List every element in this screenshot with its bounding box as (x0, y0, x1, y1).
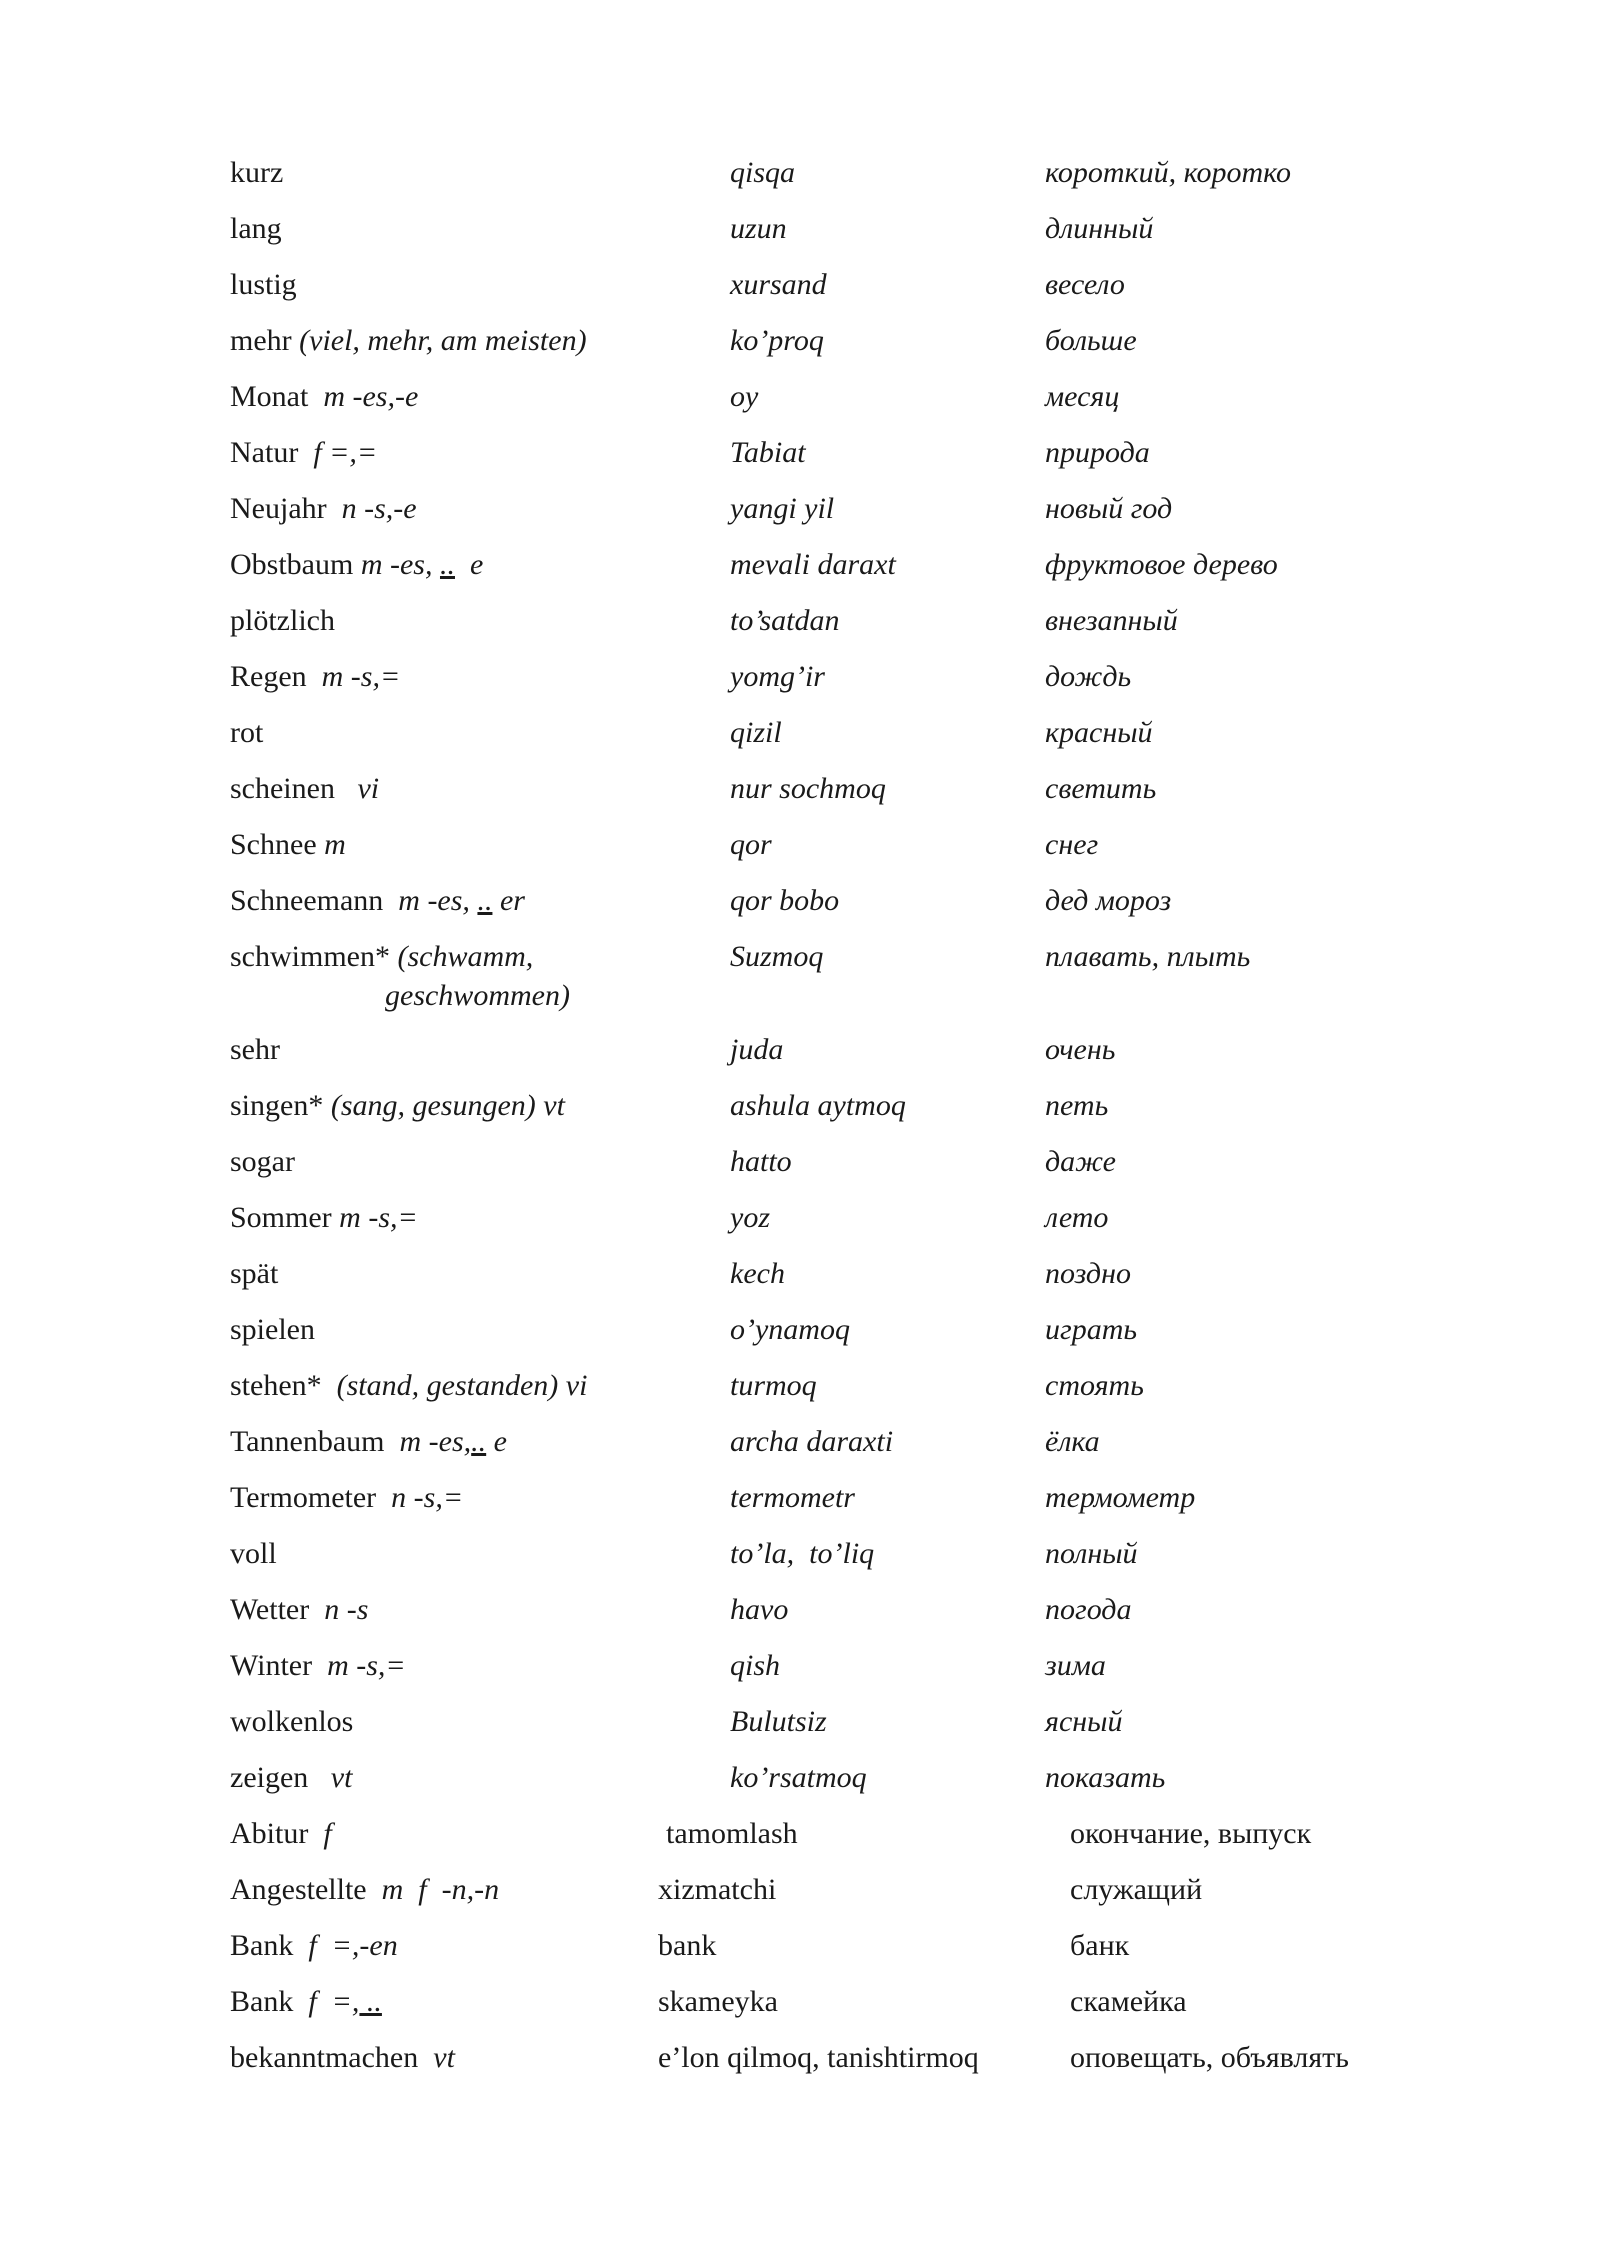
russian-translation: банк (1070, 1929, 1130, 1962)
german-term: Sommer m -s,= (230, 1201, 418, 1234)
grammar-note: n -s,-e (341, 492, 417, 525)
uzbek-translation: havo (730, 1593, 789, 1626)
german-term: scheinen vi (230, 772, 380, 805)
grammar-note-continued: geschwommen) (385, 979, 570, 1012)
uzbek-translation: e’lon qilmoq, tanishtirmoq (658, 2041, 979, 2074)
uzbek-translation: mevali daraxt (730, 548, 896, 581)
german-term: Angestellte m f -n,-n (230, 1873, 500, 1906)
russian-translation: короткий, коротко (1045, 156, 1292, 189)
vocab-row (0, 705, 1600, 761)
vocab-row (0, 1246, 1600, 1302)
german-term: Abitur f (230, 1817, 332, 1850)
uzbek-translation: bank (658, 1929, 717, 1962)
uzbek-translation: nur sochmoq (730, 772, 886, 805)
vocab-row (0, 1078, 1600, 1134)
vocab-row (0, 761, 1600, 817)
uzbek-translation: ashula aytmoq (730, 1089, 906, 1122)
german-term: lang (230, 212, 282, 245)
uzbek-translation: xursand (730, 268, 827, 301)
russian-translation: даже (1045, 1145, 1117, 1178)
german-term: Tannenbaum m -es,.. e (230, 1425, 507, 1458)
grammar-note: vt (330, 1761, 353, 1794)
german-term: Termometer n -s,= (230, 1481, 464, 1514)
russian-translation: природа (1045, 436, 1150, 469)
uzbek-translation: to’la, to’liq (730, 1537, 875, 1570)
vocab-row (0, 1918, 1600, 1974)
grammar-note: m -es, .. er (398, 884, 525, 917)
grammar-note: n -s (324, 1593, 369, 1626)
uzbek-translation: yoz (730, 1201, 770, 1234)
grammar-note: m -s,= (327, 1649, 406, 1682)
uzbek-translation: yomg’ir (730, 660, 825, 693)
russian-translation: внезапный (1045, 604, 1178, 637)
german-term: sogar (230, 1145, 295, 1178)
german-term: spielen (230, 1313, 315, 1346)
russian-translation: погода (1045, 1593, 1132, 1626)
vocab-row (0, 1582, 1600, 1638)
russian-translation: скамейка (1070, 1985, 1187, 2018)
uzbek-translation: yangi yil (730, 492, 835, 525)
grammar-note: n -s,= (391, 1481, 464, 1514)
vocab-row (0, 1638, 1600, 1694)
russian-translation: больше (1045, 324, 1137, 357)
vocab-row (0, 1134, 1600, 1190)
vocab-row (0, 1974, 1600, 2030)
uzbek-translation: kech (730, 1257, 785, 1290)
russian-translation: весело (1045, 268, 1125, 301)
uzbek-translation: hatto (730, 1145, 792, 1178)
uzbek-translation: Suzmoq (730, 940, 824, 973)
german-term: Obstbaum m -es, .. e (230, 548, 484, 581)
uzbek-translation: juda (730, 1033, 784, 1066)
german-term: lustig (230, 268, 297, 301)
grammar-note: f =,= (313, 436, 378, 469)
russian-translation: зима (1045, 1649, 1106, 1682)
vocab-row (0, 649, 1600, 705)
vocab-row (0, 593, 1600, 649)
russian-translation: лето (1045, 1201, 1109, 1234)
russian-translation: фруктовое дерево (1045, 548, 1278, 581)
german-term: Bank f =,-en (230, 1929, 398, 1962)
russian-translation: красный (1045, 716, 1153, 749)
uzbek-translation: ko’rsatmoq (730, 1761, 867, 1794)
russian-translation: показать (1045, 1761, 1166, 1794)
german-term: rot (230, 716, 264, 749)
uzbek-translation: archa daraxti (730, 1425, 894, 1458)
russian-translation: снег (1045, 828, 1099, 861)
russian-translation: окончание, выпуск (1070, 1817, 1312, 1850)
uzbek-translation: to’satdan (730, 604, 840, 637)
vocab-row (0, 257, 1600, 313)
russian-translation: оповещать, объявлять (1070, 2041, 1349, 2074)
russian-translation: петь (1045, 1089, 1109, 1122)
uzbek-translation: ko’proq (730, 324, 824, 357)
grammar-note: (sang, gesungen) vt (330, 1089, 565, 1122)
russian-translation: очень (1045, 1033, 1116, 1066)
german-term: mehr (viel, mehr, am meisten) (230, 324, 587, 357)
vocab-row (0, 1806, 1600, 1862)
uzbek-translation: termometr (730, 1481, 855, 1514)
vocab-row (0, 1694, 1600, 1750)
german-term: kurz (230, 156, 284, 189)
vocab-row (0, 481, 1600, 537)
russian-translation: дед мороз (1045, 884, 1172, 917)
german-term: zeigen vt (230, 1761, 353, 1794)
vocab-row (0, 1190, 1600, 1246)
german-term: Winter m -s,= (230, 1649, 406, 1682)
vocab-row (0, 369, 1600, 425)
uzbek-translation: Bulutsiz (730, 1705, 827, 1738)
russian-translation: ёлка (1045, 1425, 1100, 1458)
uzbek-translation: xizmatchi (658, 1873, 777, 1906)
vocab-row (0, 2030, 1600, 2086)
german-term: Wetter n -s (230, 1593, 369, 1626)
russian-translation: служащий (1070, 1873, 1203, 1906)
german-term: sehr (230, 1033, 280, 1066)
german-term: spät (230, 1257, 279, 1290)
grammar-note: m -es,.. e (399, 1425, 507, 1458)
grammar-note: vt (433, 2041, 455, 2074)
uzbek-translation: tamomlash (666, 1817, 798, 1850)
grammar-note: f =, .. (308, 1985, 382, 2018)
russian-translation: стоять (1045, 1369, 1144, 1402)
uzbek-translation: qish (730, 1649, 781, 1682)
russian-translation: полный (1045, 1537, 1138, 1570)
russian-translation: плавать, плыть (1045, 940, 1251, 973)
grammar-note: (stand, gestanden) vi (336, 1369, 588, 1402)
vocab-row (0, 1022, 1600, 1078)
russian-translation: играть (1045, 1313, 1138, 1346)
german-term: Monat m -es,-e (230, 380, 419, 413)
uzbek-translation: o’ynamoq (730, 1313, 850, 1346)
german-term: Regen m -s,= (230, 660, 401, 693)
russian-translation: термометр (1045, 1481, 1196, 1514)
grammar-note: m -s,= (339, 1201, 418, 1234)
german-term: Natur f =,= (230, 436, 378, 469)
uzbek-translation: oy (730, 380, 759, 413)
vocab-row (0, 817, 1600, 873)
vocab-row (0, 929, 1600, 1023)
uzbek-translation: Tabiat (730, 436, 806, 469)
uzbek-translation: uzun (730, 212, 787, 245)
uzbek-translation: qisqa (730, 156, 796, 189)
uzbek-translation: turmoq (730, 1369, 817, 1402)
russian-translation: длинный (1045, 212, 1154, 245)
russian-translation: новый год (1045, 492, 1173, 525)
uzbek-translation: skameyka (658, 1985, 778, 2018)
grammar-note: m f -n,-n (381, 1873, 500, 1906)
german-term: singen* (sang, gesungen) vt (230, 1089, 565, 1122)
grammar-note: m -s,= (321, 660, 401, 693)
vocab-row (0, 1302, 1600, 1358)
german-term: voll (230, 1537, 277, 1570)
vocab-row (0, 313, 1600, 369)
vocab-row (0, 201, 1600, 257)
uzbek-translation: qizil (730, 716, 782, 749)
russian-translation: ясный (1045, 1705, 1123, 1738)
german-term: schwimmen* (schwamm, geschwommen) (230, 929, 570, 1015)
grammar-note: m -es, .. e (360, 548, 484, 581)
russian-translation: дождь (1045, 660, 1132, 693)
vocab-row (0, 425, 1600, 481)
vocab-row (0, 1862, 1600, 1918)
grammar-note: f =,-en (308, 1929, 398, 1962)
vocab-row (0, 1750, 1600, 1806)
vocab-row (0, 1414, 1600, 1470)
uzbek-translation: qor bobo (730, 884, 840, 917)
vocab-row (0, 1358, 1600, 1414)
german-term: Neujahr n -s,-e (230, 492, 417, 525)
german-term: stehen* (stand, gestanden) vi (230, 1369, 588, 1402)
vocab-row (0, 537, 1600, 593)
russian-translation: месяц (1045, 380, 1120, 413)
russian-translation: светить (1045, 772, 1157, 805)
grammar-note: (viel, mehr, am meisten) (299, 324, 587, 357)
grammar-note: vi (357, 772, 380, 805)
vocab-row (0, 1470, 1600, 1526)
russian-translation: поздно (1045, 1257, 1131, 1290)
german-term: bekanntmachen vt (230, 2041, 455, 2074)
vocab-row (0, 145, 1600, 201)
german-term: plötzlich (230, 604, 335, 637)
uzbek-translation: qor (730, 828, 772, 861)
grammar-note: f (323, 1817, 332, 1850)
german-term: wolkenlos (230, 1705, 354, 1738)
grammar-note: m (324, 828, 346, 861)
vocab-row (0, 873, 1600, 929)
german-term: Bank f =, .. (230, 1985, 382, 2018)
german-term: Schnee m (230, 828, 346, 861)
grammar-note: m -es,-e (323, 380, 419, 413)
grammar-note: (schwamm, (397, 940, 534, 973)
german-term: Schneemann m -es, .. er (230, 884, 525, 917)
vocab-row (0, 1526, 1600, 1582)
